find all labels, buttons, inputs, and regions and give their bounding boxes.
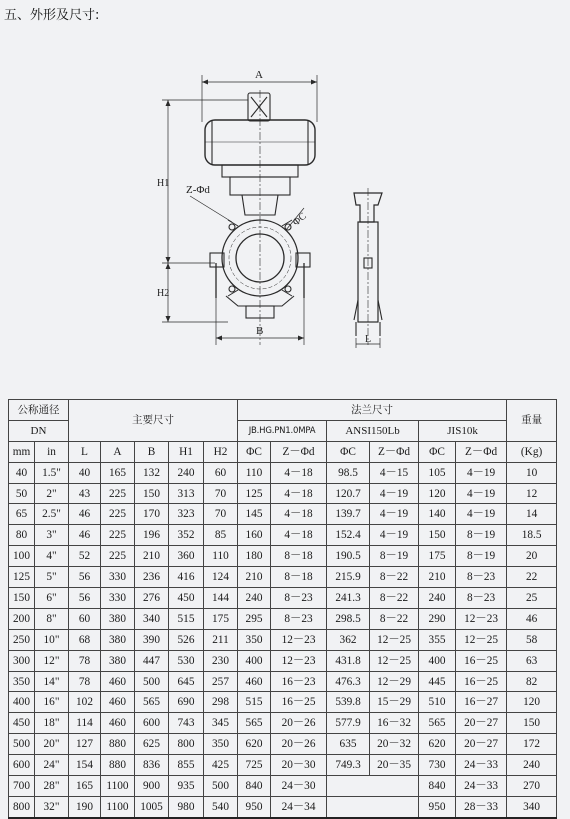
table-cell: 840 [238, 776, 271, 797]
column-header-row [9, 441, 557, 462]
table-cell: 749.3 [327, 755, 370, 776]
table-cell: 1.5" [35, 462, 69, 483]
table-cell: 152.4 [327, 525, 370, 546]
table-cell: 190 [69, 796, 101, 817]
table-cell: 12－23 [456, 608, 507, 629]
table-cell: 215.9 [327, 567, 370, 588]
table-cell: 28" [35, 776, 69, 797]
table-cell: 400 [419, 650, 456, 671]
table-cell: 840 [419, 776, 456, 797]
table-cell: 145 [238, 504, 271, 525]
table-cell: 240 [238, 588, 271, 609]
table-cell: 460 [238, 671, 271, 692]
table-cell: 8－19 [370, 546, 419, 567]
table-cell: 210 [419, 567, 456, 588]
nominal-diameter-header: 公称通径 [9, 400, 69, 421]
table-cell: 390 [135, 629, 169, 650]
column-header: H2 [204, 441, 238, 462]
table-cell: 196 [135, 525, 169, 546]
table-cell: 12－25 [370, 650, 419, 671]
table-cell: 24－33 [456, 776, 507, 797]
table-cell: 78 [69, 650, 101, 671]
table-cell: 12－23 [271, 650, 327, 671]
bolt-circle-label: ΦC [290, 210, 309, 229]
table-cell: 20" [35, 734, 69, 755]
table-cell: 950 [238, 796, 271, 817]
table-cell: 240 [507, 755, 557, 776]
table-cell: 20－27 [456, 734, 507, 755]
table-cell: 539.8 [327, 692, 370, 713]
table-cell: 211 [204, 629, 238, 650]
table-cell: 14 [507, 504, 557, 525]
table-cell: 24" [35, 755, 69, 776]
table-cell: 935 [169, 776, 204, 797]
table-cell: 515 [169, 608, 204, 629]
table-cell: 600 [135, 713, 169, 734]
table-cell: 276 [135, 588, 169, 609]
table-cell: 70 [204, 504, 238, 525]
table-cell: 577.9 [327, 713, 370, 734]
table-cell: 20－26 [271, 713, 327, 734]
table-cell: 625 [135, 734, 169, 755]
table-cell: 105 [419, 462, 456, 483]
table-cell: 190.5 [327, 546, 370, 567]
column-header: A [101, 441, 135, 462]
table-cell: 352 [169, 525, 204, 546]
table-cell: 175 [419, 546, 456, 567]
table-cell: 380 [101, 650, 135, 671]
table-cell: 8－18 [271, 546, 327, 567]
table-cell: 100 [9, 546, 35, 567]
table-cell: 46 [69, 525, 101, 546]
table-cell: 125 [238, 483, 271, 504]
table-row [9, 734, 557, 755]
table-cell: 450 [9, 713, 35, 734]
table-cell: 447 [135, 650, 169, 671]
table-cell: 127 [69, 734, 101, 755]
column-header: B [135, 441, 169, 462]
table-cell: 225 [101, 483, 135, 504]
table-cell: 8－19 [456, 546, 507, 567]
table-cell: 132 [135, 462, 169, 483]
table-cell: 20－26 [271, 734, 327, 755]
table-cell: 450 [169, 588, 204, 609]
table-cell: 16－25 [456, 650, 507, 671]
table-cell: 880 [101, 755, 135, 776]
std-ansi-header: ANSI150Lb [327, 420, 419, 441]
table-cell: 1005 [135, 796, 169, 817]
dimension-table-body [9, 462, 557, 818]
table-cell: 110 [238, 462, 271, 483]
dn-header: DN [9, 420, 69, 441]
table-cell: 16－25 [456, 671, 507, 692]
table-row [9, 608, 557, 629]
table-cell: 120.7 [327, 483, 370, 504]
table-cell: 46 [69, 504, 101, 525]
table-cell: 98.5 [327, 462, 370, 483]
table-cell: 600 [9, 755, 35, 776]
table-cell: 150 [9, 588, 35, 609]
table-cell [327, 776, 419, 797]
table-cell: 10 [507, 462, 557, 483]
table-cell: 8－23 [456, 588, 507, 609]
dim-a-label: A [255, 69, 263, 81]
table-cell: 170 [135, 504, 169, 525]
table-cell: 56 [69, 567, 101, 588]
table-cell: 225 [101, 546, 135, 567]
table-row [9, 504, 557, 525]
table-cell [327, 796, 419, 817]
table-cell: 60 [204, 462, 238, 483]
table-cell: 530 [169, 650, 204, 671]
table-row [9, 776, 557, 797]
table-cell: 28－33 [456, 796, 507, 817]
table-cell: 836 [135, 755, 169, 776]
table-cell: 350 [238, 629, 271, 650]
table-cell: 4－18 [271, 483, 327, 504]
table-cell: 46 [507, 608, 557, 629]
table-cell: 18.5 [507, 525, 557, 546]
table-cell: 241.3 [327, 588, 370, 609]
table-cell: 60 [69, 608, 101, 629]
table-row [9, 588, 557, 609]
table-cell: 431.8 [327, 650, 370, 671]
table-cell: 16－32 [370, 713, 419, 734]
table-cell: 16－23 [271, 671, 327, 692]
table-cell: 24－34 [271, 796, 327, 817]
table-cell: 58 [507, 629, 557, 650]
table-cell: 144 [204, 588, 238, 609]
table-cell: 40 [69, 462, 101, 483]
table-cell: 460 [101, 713, 135, 734]
table-cell: 620 [419, 734, 456, 755]
column-header: Z－Φd [456, 441, 507, 462]
table-cell: 102 [69, 692, 101, 713]
column-header: L [69, 441, 101, 462]
table-cell: 8－23 [456, 567, 507, 588]
table-cell: 8－22 [370, 567, 419, 588]
table-row [9, 650, 557, 671]
table-cell: 700 [9, 776, 35, 797]
table-row [9, 525, 557, 546]
table-cell: 635 [327, 734, 370, 755]
table-cell: 4－18 [271, 525, 327, 546]
table-cell: 500 [204, 776, 238, 797]
table-cell: 250 [9, 629, 35, 650]
table-cell: 225 [101, 525, 135, 546]
table-cell: 8－22 [370, 608, 419, 629]
table-cell: 565 [238, 713, 271, 734]
table-cell: 70 [204, 483, 238, 504]
table-cell: 8－18 [271, 567, 327, 588]
table-cell: 330 [101, 567, 135, 588]
dim-b-label: B [256, 325, 264, 337]
table-cell: 12－29 [370, 671, 419, 692]
column-header: in [35, 441, 69, 462]
table-cell: 18" [35, 713, 69, 734]
table-cell: 12－25 [456, 629, 507, 650]
dimension-table [8, 399, 557, 819]
table-cell: 20－32 [370, 734, 419, 755]
table-cell: 4－15 [370, 462, 419, 483]
table-cell: 150 [507, 713, 557, 734]
table-cell: 110 [204, 546, 238, 567]
table-cell: 80 [9, 525, 35, 546]
table-cell: 32" [35, 796, 69, 817]
table-cell: 400 [238, 650, 271, 671]
table-cell: 172 [507, 734, 557, 755]
table-cell: 270 [507, 776, 557, 797]
table-row [9, 462, 557, 483]
table-cell: 8－23 [271, 608, 327, 629]
table-cell: 124 [204, 567, 238, 588]
table-cell: 645 [169, 671, 204, 692]
table-cell: 620 [238, 734, 271, 755]
table-cell: 298.5 [327, 608, 370, 629]
dim-l-label: L [365, 334, 372, 345]
table-cell: 800 [169, 734, 204, 755]
dim-h1-label: H1 [157, 178, 170, 189]
table-cell: 230 [204, 650, 238, 671]
table-cell: 362 [327, 629, 370, 650]
table-cell: 8" [35, 608, 69, 629]
table-cell: 5" [35, 567, 69, 588]
table-cell: 980 [169, 796, 204, 817]
column-header: mm [9, 441, 35, 462]
table-cell: 380 [101, 608, 135, 629]
table-cell: 140 [419, 504, 456, 525]
table-cell: 16－27 [456, 692, 507, 713]
table-row [9, 755, 557, 776]
table-cell: 800 [9, 796, 35, 817]
table-cell: 300 [9, 650, 35, 671]
main-dimensions-header: 主要尺寸 [69, 400, 238, 442]
table-cell: 12" [35, 650, 69, 671]
table-cell: 565 [419, 713, 456, 734]
table-cell: 445 [419, 671, 456, 692]
table-cell: 20 [507, 546, 557, 567]
table-cell: 52 [69, 546, 101, 567]
table-cell: 295 [238, 608, 271, 629]
section-title: 五、外形及尺寸: [4, 8, 100, 23]
table-cell: 355 [419, 629, 456, 650]
table-cell: 4－19 [370, 504, 419, 525]
table-cell: 16" [35, 692, 69, 713]
dim-h2-label: H2 [157, 288, 170, 299]
table-cell: 400 [9, 692, 35, 713]
table-row [9, 692, 557, 713]
table-cell: 725 [238, 755, 271, 776]
table-cell: 4" [35, 546, 69, 567]
table-cell: 460 [101, 671, 135, 692]
table-cell: 43 [69, 483, 101, 504]
table-cell: 416 [169, 567, 204, 588]
table-cell: 4－19 [456, 483, 507, 504]
table-cell: 154 [69, 755, 101, 776]
table-cell: 4－19 [370, 483, 419, 504]
table-cell: 240 [169, 462, 204, 483]
table-cell: 880 [101, 734, 135, 755]
table-row [9, 567, 557, 588]
table-cell: 78 [69, 671, 101, 692]
table-row [9, 546, 557, 567]
weight-header: 重量 [507, 400, 557, 442]
table-cell: 526 [169, 629, 204, 650]
table-cell: 20－35 [370, 755, 419, 776]
table-cell: 900 [135, 776, 169, 797]
table-cell: 225 [101, 504, 135, 525]
table-cell: 160 [238, 525, 271, 546]
table-cell: 330 [101, 588, 135, 609]
std-jis-header: JIS10k [419, 420, 507, 441]
std-jb-header: JB.HG.PN1.0MPA [238, 420, 327, 441]
table-cell: 313 [169, 483, 204, 504]
table-cell: 1100 [101, 796, 135, 817]
table-cell: 40 [9, 462, 35, 483]
table-cell: 460 [101, 692, 135, 713]
table-cell: 323 [169, 504, 204, 525]
table-cell: 85 [204, 525, 238, 546]
table-cell: 10" [35, 629, 69, 650]
table-cell: 540 [204, 796, 238, 817]
table-cell: 139.7 [327, 504, 370, 525]
column-header: Z－Φd [370, 441, 419, 462]
table-cell: 68 [69, 629, 101, 650]
table-cell: 210 [135, 546, 169, 567]
table-cell: 24－30 [271, 776, 327, 797]
table-cell: 350 [204, 734, 238, 755]
table-cell: 24－33 [456, 755, 507, 776]
table-cell: 15－29 [370, 692, 419, 713]
table-row [9, 671, 557, 692]
table-cell: 340 [507, 796, 557, 817]
table-cell: 565 [135, 692, 169, 713]
table-cell: 65 [9, 504, 35, 525]
table-cell: 125 [9, 567, 35, 588]
table-cell: 8－22 [370, 588, 419, 609]
table-cell: 4－18 [271, 462, 327, 483]
table-cell: 236 [135, 567, 169, 588]
table-cell: 1100 [101, 776, 135, 797]
table-cell: 20－27 [456, 713, 507, 734]
table-cell: 210 [238, 567, 271, 588]
table-cell: 63 [507, 650, 557, 671]
column-header: (Kg) [507, 441, 557, 462]
table-cell: 175 [204, 608, 238, 629]
table-cell: 12－25 [370, 629, 419, 650]
table-cell: 20－30 [271, 755, 327, 776]
table-cell: 360 [169, 546, 204, 567]
table-cell: 12－23 [271, 629, 327, 650]
column-header: ΦC [327, 441, 370, 462]
table-cell: 50 [9, 483, 35, 504]
table-cell: 2.5" [35, 504, 69, 525]
table-cell: 180 [238, 546, 271, 567]
table-cell: 240 [419, 588, 456, 609]
table-cell: 150 [135, 483, 169, 504]
bolt-holes-label: Z-Φd [186, 184, 210, 196]
table-cell: 4－19 [456, 462, 507, 483]
table-row [9, 629, 557, 650]
table-cell: 2" [35, 483, 69, 504]
table-cell: 25 [507, 588, 557, 609]
table-row [9, 713, 557, 734]
table-cell: 56 [69, 588, 101, 609]
table-cell: 4－18 [271, 504, 327, 525]
table-cell: 6" [35, 588, 69, 609]
flange-dimensions-header: 法兰尺寸 [238, 400, 507, 421]
table-cell: 425 [204, 755, 238, 776]
table-cell: 12 [507, 483, 557, 504]
table-cell: 200 [9, 608, 35, 629]
table-cell: 510 [419, 692, 456, 713]
table-cell: 8－23 [271, 588, 327, 609]
column-header: ΦC [238, 441, 271, 462]
table-cell: 345 [204, 713, 238, 734]
table-cell: 500 [9, 734, 35, 755]
table-cell: 290 [419, 608, 456, 629]
column-header: Z－Φd [271, 441, 327, 462]
table-row [9, 483, 557, 504]
table-cell: 82 [507, 671, 557, 692]
table-cell: 14" [35, 671, 69, 692]
table-cell: 476.3 [327, 671, 370, 692]
table-cell: 165 [101, 462, 135, 483]
table-cell: 950 [419, 796, 456, 817]
table-cell: 8－19 [456, 525, 507, 546]
column-header: ΦC [419, 441, 456, 462]
table-cell: 165 [69, 776, 101, 797]
table-cell: 120 [419, 483, 456, 504]
table-cell: 298 [204, 692, 238, 713]
table-cell: 257 [204, 671, 238, 692]
table-cell: 340 [135, 608, 169, 629]
column-header: H1 [169, 441, 204, 462]
valve-dimension-drawing [0, 0, 570, 392]
table-cell: 730 [419, 755, 456, 776]
table-cell: 114 [69, 713, 101, 734]
table-cell: 150 [419, 525, 456, 546]
table-cell: 120 [507, 692, 557, 713]
table-cell: 380 [101, 629, 135, 650]
table-cell: 690 [169, 692, 204, 713]
table-cell: 500 [135, 671, 169, 692]
table-cell: 855 [169, 755, 204, 776]
table-row [9, 796, 557, 817]
table-cell: 4－19 [370, 525, 419, 546]
table-cell: 22 [507, 567, 557, 588]
table-cell: 4－19 [456, 504, 507, 525]
table-cell: 350 [9, 671, 35, 692]
table-cell: 16－25 [271, 692, 327, 713]
table-cell: 515 [238, 692, 271, 713]
table-cell: 743 [169, 713, 204, 734]
table-cell: 3" [35, 525, 69, 546]
